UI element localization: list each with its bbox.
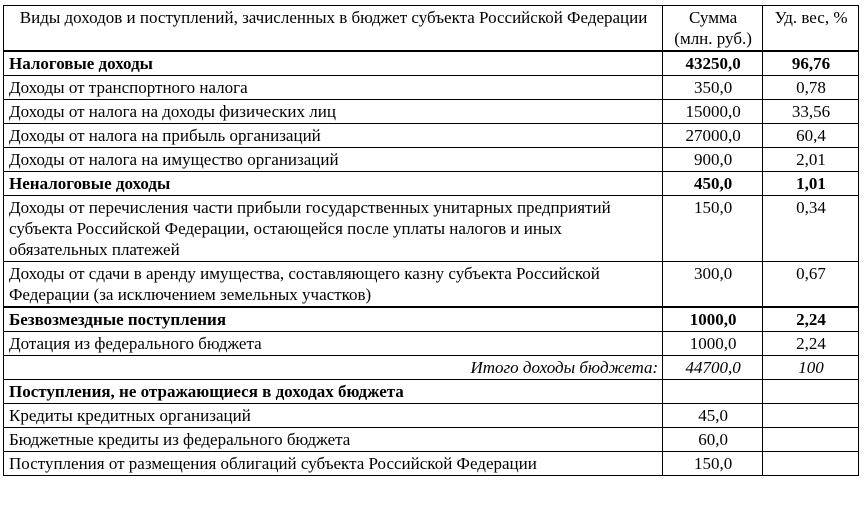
table-row [4, 172, 859, 196]
row-sum: 43250,0 [663, 51, 763, 76]
table-row [4, 124, 859, 148]
header-share: Уд. вес, % [763, 6, 859, 52]
row-sum: 1000,0 [663, 307, 763, 332]
row-share: 2,24 [763, 332, 859, 356]
table-row [4, 428, 859, 452]
row-sum: 1000,0 [663, 332, 763, 356]
row-name: Кредиты кредитных организаций [4, 404, 663, 428]
header-sum: Сумма (млн. руб.) [663, 6, 763, 52]
row-sum: 45,0 [663, 404, 763, 428]
row-sum: 300,0 [663, 262, 763, 308]
table-row-total [4, 356, 859, 380]
table-row [4, 404, 859, 428]
row-share: 0,67 [763, 262, 859, 308]
total-share: 100 [763, 356, 859, 380]
row-name: Неналоговые доходы [4, 172, 663, 196]
row-sum: 900,0 [663, 148, 763, 172]
row-share [763, 404, 859, 428]
row-name: Доходы от сдачи в аренду имущества, составляющего казну субъекта Российской Федерации (за исключением земельных участков) [4, 262, 663, 308]
table-row [4, 148, 859, 172]
header-income-types: Виды доходов и поступлений, зачисленных в бюджет субъекта Российской Федерации [4, 6, 663, 52]
row-share [763, 428, 859, 452]
row-share: 0,34 [763, 196, 859, 262]
table-row [4, 452, 859, 476]
row-share: 60,4 [763, 124, 859, 148]
row-name: Доходы от налога на доходы физических лиц [4, 100, 663, 124]
row-share [763, 452, 859, 476]
row-name: Доходы от налога на имущество организаций [4, 148, 663, 172]
row-sum: 60,0 [663, 428, 763, 452]
row-share: 2,24 [763, 307, 859, 332]
table-row [4, 100, 859, 124]
row-share: 0,78 [763, 76, 859, 100]
row-name: Доходы от перечисления части прибыли государственных унитарных предприятий субъекта Российской Федерации, остающейся после уплаты налогов и иных обязательных платежей [4, 196, 663, 262]
row-sum: 27000,0 [663, 124, 763, 148]
row-share: 33,56 [763, 100, 859, 124]
row-sum [663, 380, 763, 404]
budget-revenue-table [3, 5, 859, 476]
table-row [4, 196, 859, 262]
row-name: Безвозмездные поступления [4, 307, 663, 332]
row-name: Поступления, не отражающиеся в доходах бюджета [4, 380, 663, 404]
row-sum: 150,0 [663, 452, 763, 476]
row-sum: 350,0 [663, 76, 763, 100]
row-share: 2,01 [763, 148, 859, 172]
row-share: 96,76 [763, 51, 859, 76]
total-label: Итого доходы бюджета: [4, 356, 663, 380]
table-header-row [4, 6, 859, 52]
row-sum: 150,0 [663, 196, 763, 262]
table-row [4, 76, 859, 100]
table-row [4, 380, 859, 404]
row-name: Доходы от транспортного налога [4, 76, 663, 100]
table-row [4, 262, 859, 308]
row-name: Поступления от размещения облигаций субъекта Российской Федерации [4, 452, 663, 476]
row-name: Налоговые доходы [4, 51, 663, 76]
table-row [4, 332, 859, 356]
row-share: 1,01 [763, 172, 859, 196]
row-sum: 450,0 [663, 172, 763, 196]
row-name: Дотация из федерального бюджета [4, 332, 663, 356]
table-row [4, 51, 859, 76]
row-name: Бюджетные кредиты из федерального бюджета [4, 428, 663, 452]
total-sum: 44700,0 [663, 356, 763, 380]
row-sum: 15000,0 [663, 100, 763, 124]
table-row [4, 307, 859, 332]
row-share [763, 380, 859, 404]
row-name: Доходы от налога на прибыль организаций [4, 124, 663, 148]
